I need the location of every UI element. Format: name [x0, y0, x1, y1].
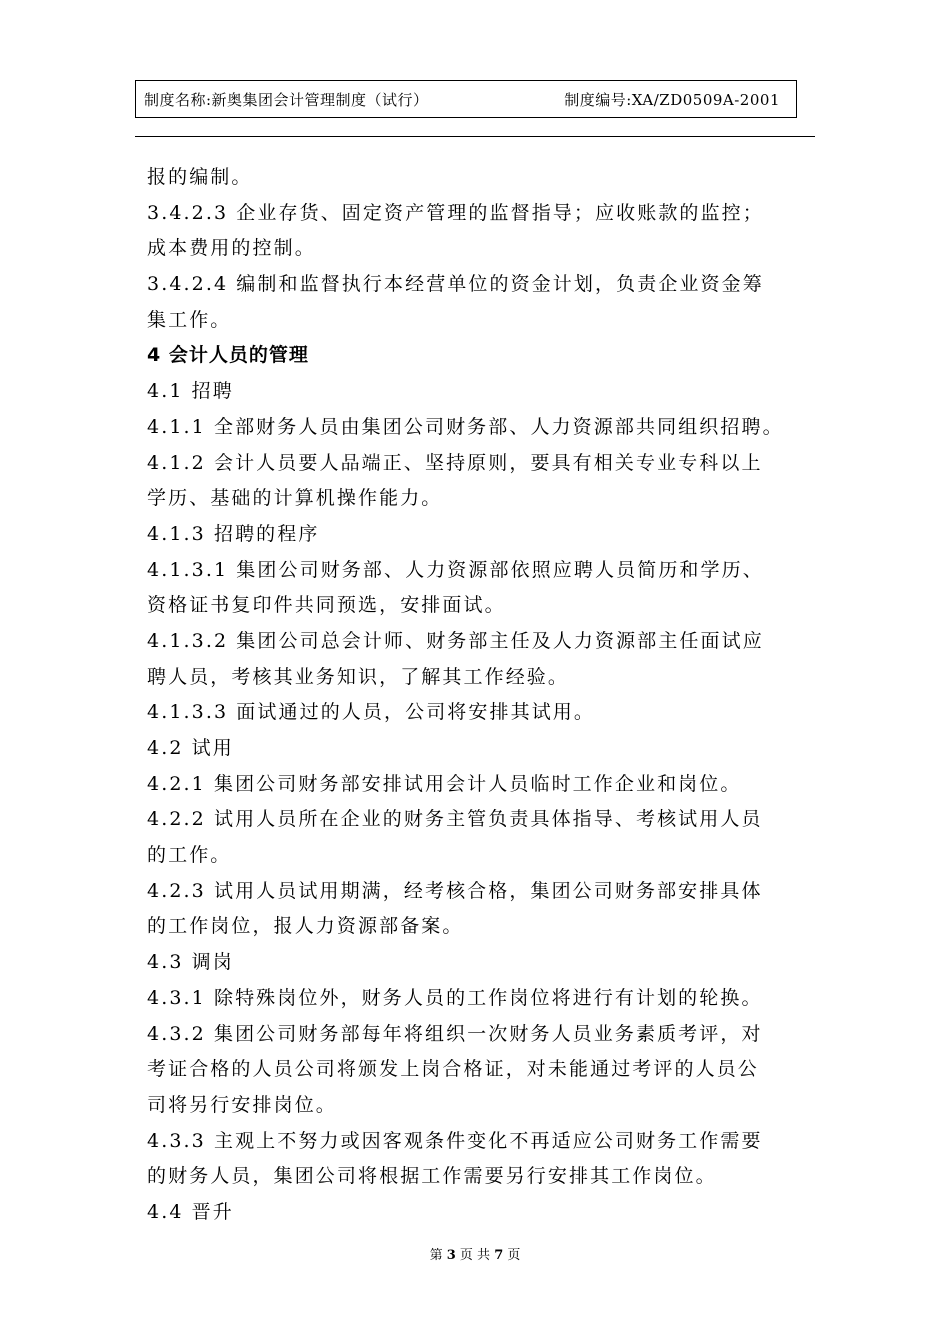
- text-line: 4.3.1 除特殊岗位外，财务人员的工作岗位将进行有计划的轮换。: [147, 986, 763, 1009]
- text-line: 的财务人员，集团公司将根据工作需要另行安排其工作岗位。: [147, 1165, 717, 1188]
- text-line: 4.1.3.2 集团公司总会计师、财务部主任及人力资源部主任面试应: [147, 629, 764, 652]
- text-line: 4.2.2 试用人员所在企业的财务主管负责具体指导、考核试用人员: [147, 808, 763, 831]
- text-line: 4.1.3.1 集团公司财务部、人力资源部依照应聘人员简历和学历、: [147, 558, 764, 581]
- subsection-heading: 4.1 招聘: [147, 380, 234, 403]
- header-divider: [135, 136, 815, 137]
- total-page-count: 7: [494, 1248, 504, 1263]
- text-line: 集工作。: [147, 308, 232, 331]
- text-line: 考证合格的人员公司将颁发上岗合格证，对未能通过考评的人员公: [147, 1058, 759, 1081]
- text-line: 的工作岗位，报人力资源部备案。: [147, 915, 464, 938]
- subsection-heading: 4.2 试用: [147, 737, 234, 759]
- footer-middle: 页 共: [459, 1248, 491, 1263]
- document-body: [147, 160, 817, 1231]
- text-line: 4.1.2 会计人员要人品端正、坚持原则，要具有相关专业专科以上: [147, 451, 763, 474]
- text-line: 报的编制。: [147, 166, 253, 188]
- footer-suffix: 页: [507, 1248, 521, 1263]
- text-line: 4.2.1 集团公司财务部安排试用会计人员临时工作企业和岗位。: [147, 772, 742, 795]
- text-line: 4.3.2 集团公司财务部每年将组织一次财务人员业务素质考评，对: [147, 1022, 763, 1045]
- section-heading: 4 会计人员的管理: [147, 344, 309, 367]
- policy-name-label: 制度名称:新奥集团会计管理制度（试行）: [144, 90, 429, 109]
- subsection-heading: 4.3 调岗: [147, 951, 234, 974]
- text-line: 4.1.3 招聘的程序: [147, 522, 320, 545]
- current-page-number: 3: [446, 1248, 456, 1263]
- text-line: 4.3.3 主观上不努力或因客观条件变化不再适应公司财务工作需要: [147, 1129, 763, 1152]
- text-line: 成本费用的控制。: [147, 237, 316, 260]
- document-header: [135, 80, 797, 118]
- text-line: 3.4.2.4 编制和监督执行本经营单位的资金计划，负责企业资金筹: [147, 273, 764, 296]
- page-footer: [0, 1244, 950, 1263]
- subsection-heading: 4.4 晋升: [147, 1200, 234, 1223]
- text-line: 4.1.3.3 面试通过的人员，公司将安排其试用。: [147, 701, 596, 724]
- policy-number-label: 制度编号:XA/ZD0509A-2001: [564, 90, 780, 109]
- text-line: 聘人员，考核其业务知识，了解其工作经验。: [147, 665, 570, 688]
- text-line: 3.4.2.3 企业存货、固定资产管理的监督指导；应收账款的监控；: [147, 201, 764, 224]
- text-line: 的工作。: [147, 844, 232, 867]
- text-line: 学历、基础的计算机操作能力。: [147, 487, 443, 510]
- footer-prefix: 第: [429, 1248, 443, 1263]
- text-line: 4.2.3 试用人员试用期满，经考核合格，集团公司财务部安排具体: [147, 879, 763, 902]
- text-line: 资格证书复印件共同预选，安排面试。: [147, 594, 506, 617]
- text-line: 4.1.1 全部财务人员由集团公司财务部、人力资源部共同组织招聘。: [147, 415, 784, 438]
- text-line: 司将另行安排岗位。: [147, 1093, 337, 1116]
